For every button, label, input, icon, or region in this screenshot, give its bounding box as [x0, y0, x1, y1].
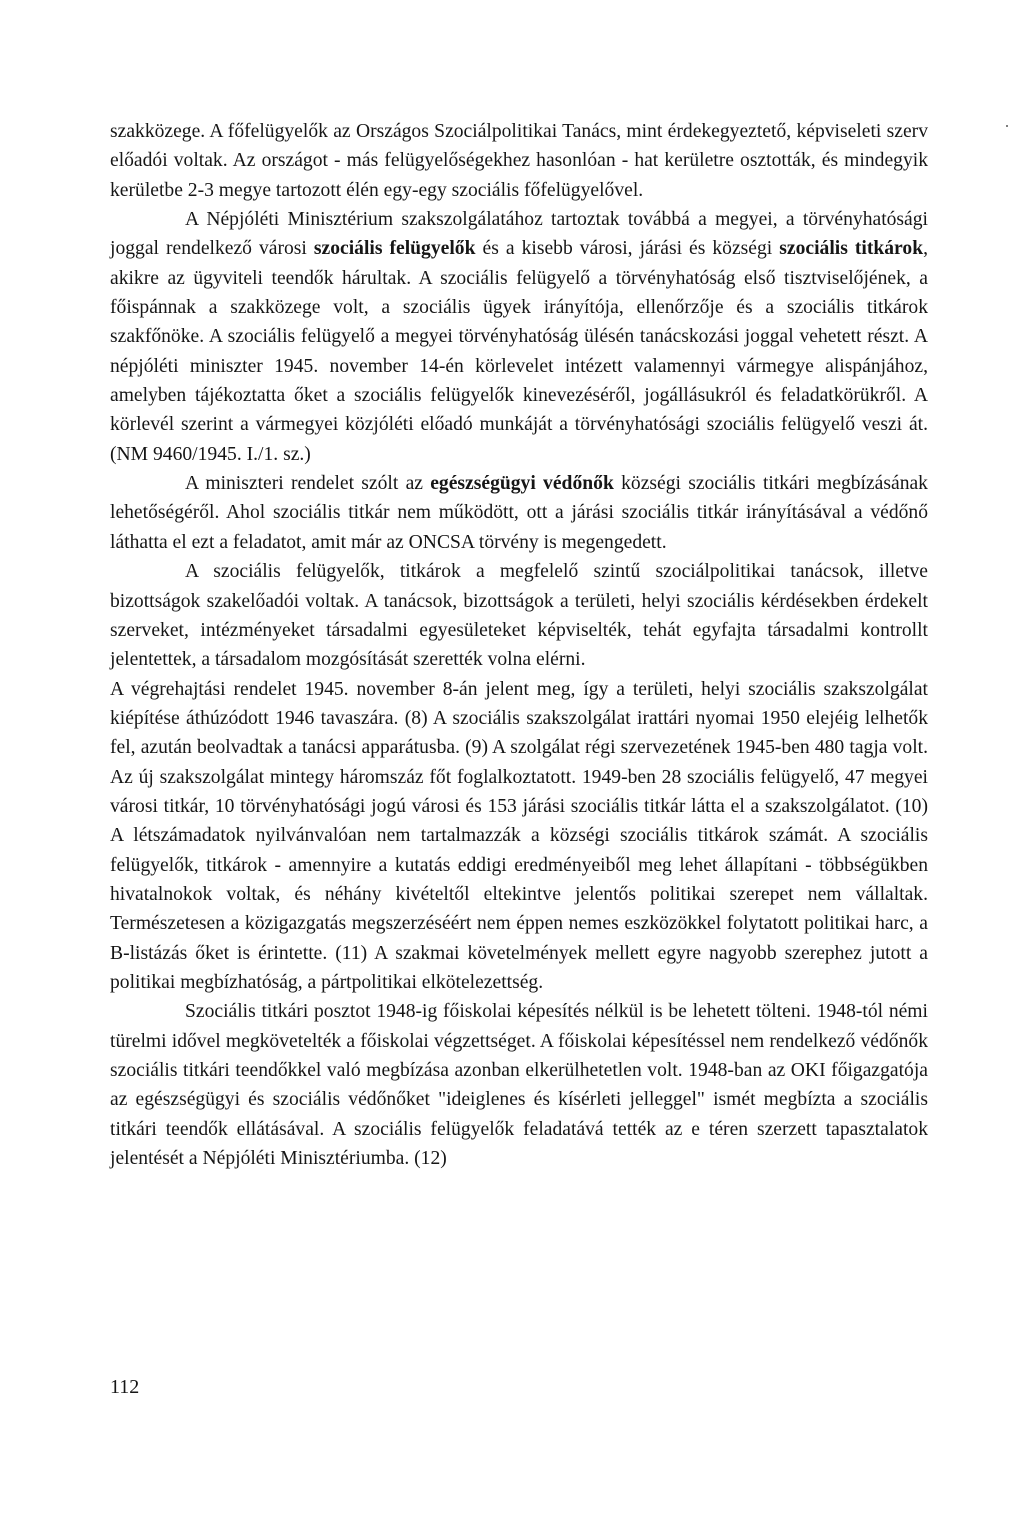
bold-term-szocialis-titkarok: szociális titkárok — [779, 238, 924, 260]
text-run: A miniszteri rendelet szólt az — [185, 473, 431, 495]
bold-term-szocialis-felugyelok: szociális felügyelők — [313, 238, 476, 260]
scan-speck — [1006, 125, 1008, 127]
bold-term-egeszsegugyi-vedonok: egészségügyi védőnők — [430, 473, 614, 495]
paragraph-0 — [110, 117, 928, 205]
document-body — [110, 117, 928, 1173]
text-run: A Népjóléti Minisztérium szakszolgálatához tartoztak továbbá a megyei, a törvényhatósági joggal rendelkező városi — [110, 209, 928, 260]
text-run: A szociális felügyelők, titkárok a megfelelő szintű szociálpolitikai tanácsok, illetve bizottságok szakelőadói voltak. A tanácsok, bizottságok a területi, helyi szociális kérdésekben érdekelt szerveket, intézményeket társadalmi egyesületeket képviselték, tehát egyfajta társadalmi kontrollt jelentettek, a társadalom mozgósítását szerették volna elérni. — [110, 561, 928, 671]
text-run: és a kisebb városi, járási és községi — [475, 238, 780, 260]
paragraph-4 — [110, 675, 928, 998]
paragraph-2 — [110, 469, 928, 557]
text-run: Szociális titkári posztot 1948-ig főiskolai képesítés nélkül is be lehetett tölteni. 1948-tól némi türelmi idővel megkövetelték a főiskolai végzettséget. A főiskolai képesítéssel nem rendelkező védőnők szociális titkári teendőkkel való megbízása azonban elkerülhetetlen volt. 1948-ban az OKI főigazgatója az egészségügyi és szociális védőnőket "ideiglenes és kísérleti jelleggel" ismét megbízta a szociális titkári teendők ellátásával. A szociális felügyelők feladatává tették az e téren szerzett tapasztalatok jelentését a Népjóléti Minisztériumba. (12) — [110, 1001, 928, 1170]
text-run: , akikre az ügyviteli teendők hárultak. A szociális felügyelő a törvényhatóság első tisztviselőjének, a főispánnak a szakközege volt, a szociális ügyek irányítója, ellenőrzője és a szociális titkárok szakfőnöke. A szociális felügyelő a megyei törvényhatóság ülésén tanácskozási joggal vehetett részt. A népjóléti miniszter 1945. november 14-én körlevelet intézett valamennyi vármegye alispánjához, amelyben tájékoztatta őket a szociális felügyelők kinevezéséről, jogállásukról és feladatkörükről. A körlevél szerint a vármegyei közjóléti előadó munkáját a törvényhatósági szociális felügyelő veszi át. (NM 9460/1945. I./1. sz.) — [110, 238, 928, 465]
paragraph-5 — [110, 997, 928, 1173]
text-run: A végrehajtási rendelet 1945. november 8-án jelent meg, így a területi, helyi szociális szakszolgálat kiépítése áthúzódott 1946 tavaszára. (8) A szociális szakszolgálat irattári nyomai 1950 elejéig lelhetők fel, azután beolvadtak a tanácsi apparátusba. (9) A szolgálat régi szervezetének 1945-ben 480 tagja volt. Az új szakszolgálat mintegy háromszáz főt foglalkoztatott. 1949-ben 28 szociális felügyelő, 47 megyei városi titkár, 10 törvényhatósági jogú városi és 153 járási szociális titkár látta el a szakszolgálatot. (10) A létszámadatok nyilvánvalóan nem tartalmazzák a községi szociális titkárok számát. A szociális felügyelők, titkárok - amennyire a kutatás eddigi eredményeiből meg lehet állapítani - többségükben hivatalnokok voltak, és néhány kivételtől eltekintve jelentős politikai szerepet nem vállaltak. Természetesen a közigazgatás megszerzéséért nem éppen nemes eszközökkel folytatott politikai harc, a B-listázás őket is érintette. (11) A szakmai követelmények mellett egyre nagyobb szerephez jutott a politikai megbízhatóság, a pártpolitikai elkötelezettség. — [110, 678, 928, 993]
text-run: szakközege. A főfelügyelők az Országos Szociálpolitikai Tanács, mint érdekegyeztető, képviseleti szerv előadói voltak. Az országot - más felügyelőségekhez hasonlóan - hat kerületre osztották, és mindegyik kerületbe 2-3 megye tartozott élén egy-egy szociális főfelügyelővel. — [110, 121, 928, 201]
paragraph-3 — [110, 557, 928, 674]
text-run: községi szociális titkári megbízásának lehetőségéről. Ahol szociális titkár nem működött, ott a járási szociális titkár irányításával a védőnő láthatta el ezt a feladatot, amit már az ONCSA törvény is megengedett. — [110, 473, 928, 553]
page-number: 112 — [110, 1376, 140, 1398]
paragraph-1 — [110, 205, 928, 469]
